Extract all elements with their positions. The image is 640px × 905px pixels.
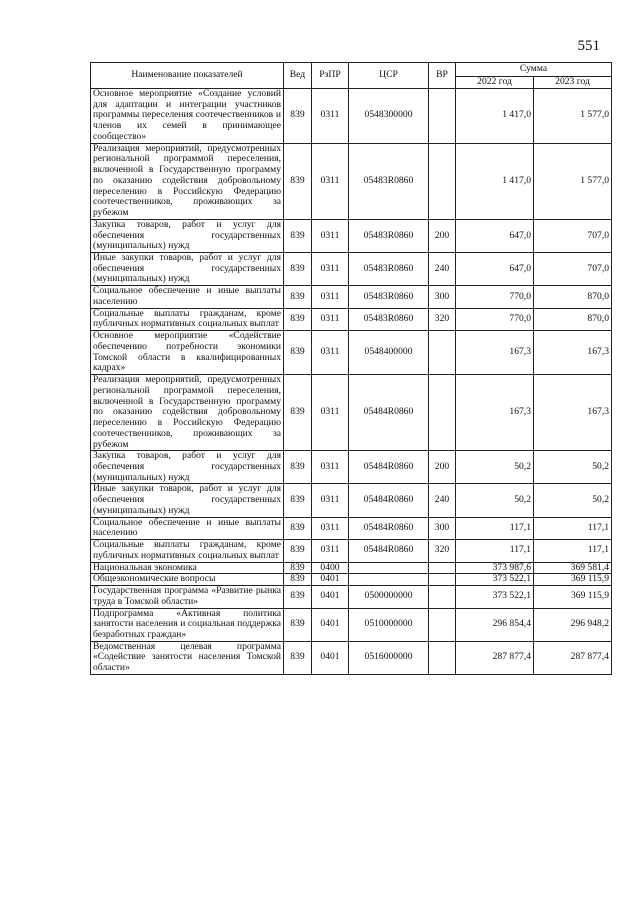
cell-name: Подпрограмма «Активная политика занятости населения и социальная поддержка безработных граждан» <box>91 608 284 641</box>
table-row <box>91 451 612 484</box>
cell-2023: 369 115,9 <box>534 586 612 608</box>
cell-ved: 839 <box>284 562 312 574</box>
table-row <box>91 286 612 308</box>
cell-name: Закупка товаров, работ и услуг для обеспечения государственных (муниципальных) нужд <box>91 451 284 484</box>
cell-2022: 50,2 <box>456 451 534 484</box>
cell-2023: 1 577,0 <box>534 89 612 144</box>
table-row <box>91 219 612 252</box>
cell-2022: 117,1 <box>456 517 534 539</box>
cell-rzpr: 0311 <box>312 517 349 539</box>
cell-vr: 320 <box>429 540 456 562</box>
cell-ved: 839 <box>284 484 312 517</box>
header-year-2023: 2023 год <box>534 77 612 89</box>
cell-2023: 296 948,2 <box>534 608 612 641</box>
cell-csr: 0548400000 <box>349 331 429 375</box>
cell-csr: 0548300000 <box>349 89 429 144</box>
cell-ved: 839 <box>284 331 312 375</box>
cell-name: Общеэкономические вопросы <box>91 574 284 586</box>
cell-csr: 05484R0860 <box>349 484 429 517</box>
cell-name: Государственная программа «Развитие рынка труда в Томской области» <box>91 586 284 608</box>
cell-rzpr: 0311 <box>312 219 349 252</box>
cell-2023: 117,1 <box>534 517 612 539</box>
cell-name: Основное мероприятие «Создание условий для адаптации и интеграции участников программы переселения соотечественников и членов их семей в принимающее сообщество» <box>91 89 284 144</box>
header-name: Наименование показателей <box>91 63 284 89</box>
page-number: 551 <box>577 38 600 54</box>
cell-csr: 05483R0860 <box>349 253 429 286</box>
cell-ved: 839 <box>284 89 312 144</box>
header-sum: Сумма <box>456 63 612 77</box>
cell-2023: 167,3 <box>534 375 612 451</box>
cell-vr <box>429 89 456 144</box>
cell-rzpr: 0401 <box>312 608 349 641</box>
cell-name: Реализация мероприятий, предусмотренных региональной программой переселения, включенной в Государственную программу по оказанию содействия добровольному переселению в Российскую Федерацию соотечественников, проживающих за рубежом <box>91 375 284 451</box>
cell-vr: 320 <box>429 308 456 330</box>
cell-name: Основное мероприятие «Содействие обеспечению потребности экономики Томской области в квалифицированных кадрах» <box>91 331 284 375</box>
cell-ved: 839 <box>284 308 312 330</box>
cell-name: Социальные выплаты гражданам, кроме публичных нормативных социальных выплат <box>91 540 284 562</box>
cell-csr: 05483R0860 <box>349 308 429 330</box>
table-row <box>91 562 612 574</box>
cell-rzpr: 0311 <box>312 375 349 451</box>
cell-rzpr: 0401 <box>312 574 349 586</box>
cell-vr: 240 <box>429 484 456 517</box>
cell-2022: 117,1 <box>456 540 534 562</box>
table-row <box>91 143 612 219</box>
table-row <box>91 517 612 539</box>
cell-2022: 50,2 <box>456 484 534 517</box>
cell-ved: 839 <box>284 253 312 286</box>
table-row <box>91 484 612 517</box>
table-row <box>91 89 612 144</box>
cell-2022: 167,3 <box>456 331 534 375</box>
cell-csr: 05484R0860 <box>349 517 429 539</box>
cell-rzpr: 0311 <box>312 308 349 330</box>
cell-rzpr: 0311 <box>312 253 349 286</box>
cell-rzpr: 0311 <box>312 331 349 375</box>
cell-vr <box>429 375 456 451</box>
table-row <box>91 253 612 286</box>
table-row <box>91 331 612 375</box>
cell-name: Социальные выплаты гражданам, кроме публичных нормативных социальных выплат <box>91 308 284 330</box>
table-body <box>91 89 612 675</box>
table-row <box>91 641 612 674</box>
cell-2023: 870,0 <box>534 308 612 330</box>
cell-csr: 05483R0860 <box>349 219 429 252</box>
cell-2022: 647,0 <box>456 253 534 286</box>
cell-2022: 647,0 <box>456 219 534 252</box>
cell-csr: 0510000000 <box>349 608 429 641</box>
cell-name: Ведомственная целевая программа «Содействие занятости населения Томской области» <box>91 641 284 674</box>
cell-vr <box>429 331 456 375</box>
table-row <box>91 540 612 562</box>
cell-name: Иные закупки товаров, работ и услуг для обеспечения государственных (муниципальных) нужд <box>91 484 284 517</box>
cell-vr: 300 <box>429 286 456 308</box>
table-row <box>91 375 612 451</box>
cell-2023: 707,0 <box>534 219 612 252</box>
cell-2023: 707,0 <box>534 253 612 286</box>
cell-rzpr: 0311 <box>312 89 349 144</box>
cell-2023: 287 877,4 <box>534 641 612 674</box>
cell-rzpr: 0401 <box>312 641 349 674</box>
cell-2022: 1 417,0 <box>456 143 534 219</box>
cell-csr: 05484R0860 <box>349 375 429 451</box>
cell-vr <box>429 641 456 674</box>
table-row <box>91 608 612 641</box>
cell-ved: 839 <box>284 286 312 308</box>
cell-csr: 05483R0860 <box>349 286 429 308</box>
cell-2023: 167,3 <box>534 331 612 375</box>
cell-2023: 369 581,4 <box>534 562 612 574</box>
cell-ved: 839 <box>284 608 312 641</box>
header-ved: Вед <box>284 63 312 89</box>
cell-csr: 0500000000 <box>349 586 429 608</box>
cell-rzpr: 0311 <box>312 484 349 517</box>
cell-ved: 839 <box>284 517 312 539</box>
cell-vr <box>429 143 456 219</box>
cell-csr: 0516000000 <box>349 641 429 674</box>
cell-rzpr: 0400 <box>312 562 349 574</box>
cell-2023: 50,2 <box>534 484 612 517</box>
budget-table <box>90 62 612 675</box>
cell-ved: 839 <box>284 143 312 219</box>
cell-2022: 296 854,4 <box>456 608 534 641</box>
cell-ved: 839 <box>284 451 312 484</box>
table-header-row <box>91 63 612 77</box>
cell-ved: 839 <box>284 375 312 451</box>
cell-name: Иные закупки товаров, работ и услуг для обеспечения государственных (муниципальных) нужд <box>91 253 284 286</box>
cell-name: Социальное обеспечение и иные выплаты населению <box>91 517 284 539</box>
cell-name: Национальная экономика <box>91 562 284 574</box>
cell-csr <box>349 574 429 586</box>
cell-rzpr: 0311 <box>312 286 349 308</box>
cell-2023: 117,1 <box>534 540 612 562</box>
cell-csr: 05484R0860 <box>349 540 429 562</box>
cell-ved: 839 <box>284 574 312 586</box>
cell-vr <box>429 562 456 574</box>
cell-name: Социальное обеспечение и иные выплаты населению <box>91 286 284 308</box>
cell-2022: 373 522,1 <box>456 586 534 608</box>
cell-2022: 770,0 <box>456 286 534 308</box>
cell-csr: 05484R0860 <box>349 451 429 484</box>
header-vr: ВР <box>429 63 456 89</box>
cell-rzpr: 0311 <box>312 540 349 562</box>
cell-2022: 1 417,0 <box>456 89 534 144</box>
cell-csr: 05483R0860 <box>349 143 429 219</box>
table-row <box>91 308 612 330</box>
cell-vr: 300 <box>429 517 456 539</box>
cell-csr <box>349 562 429 574</box>
header-csr: ЦСР <box>349 63 429 89</box>
cell-2023: 50,2 <box>534 451 612 484</box>
cell-ved: 839 <box>284 641 312 674</box>
header-rzpr: РзПР <box>312 63 349 89</box>
cell-rzpr: 0311 <box>312 451 349 484</box>
cell-2022: 770,0 <box>456 308 534 330</box>
cell-ved: 839 <box>284 586 312 608</box>
cell-ved: 839 <box>284 219 312 252</box>
cell-2023: 870,0 <box>534 286 612 308</box>
cell-vr <box>429 608 456 641</box>
cell-name: Закупка товаров, работ и услуг для обеспечения государственных (муниципальных) нужд <box>91 219 284 252</box>
cell-2022: 287 877,4 <box>456 641 534 674</box>
cell-2022: 373 522,1 <box>456 574 534 586</box>
header-year-2022: 2022 год <box>456 77 534 89</box>
cell-rzpr: 0401 <box>312 586 349 608</box>
cell-2022: 167,3 <box>456 375 534 451</box>
cell-2023: 369 115,9 <box>534 574 612 586</box>
cell-vr <box>429 586 456 608</box>
table-row <box>91 574 612 586</box>
cell-vr <box>429 574 456 586</box>
cell-rzpr: 0311 <box>312 143 349 219</box>
cell-vr: 200 <box>429 219 456 252</box>
cell-ved: 839 <box>284 540 312 562</box>
cell-vr: 200 <box>429 451 456 484</box>
table-row <box>91 586 612 608</box>
cell-name: Реализация мероприятий, предусмотренных региональной программой переселения, включенной в Государственную программу по оказанию содействия добровольному переселению в Российскую Федерацию соотечественников, проживающих за рубежом <box>91 143 284 219</box>
cell-2022: 373 987,6 <box>456 562 534 574</box>
cell-2023: 1 577,0 <box>534 143 612 219</box>
cell-vr: 240 <box>429 253 456 286</box>
